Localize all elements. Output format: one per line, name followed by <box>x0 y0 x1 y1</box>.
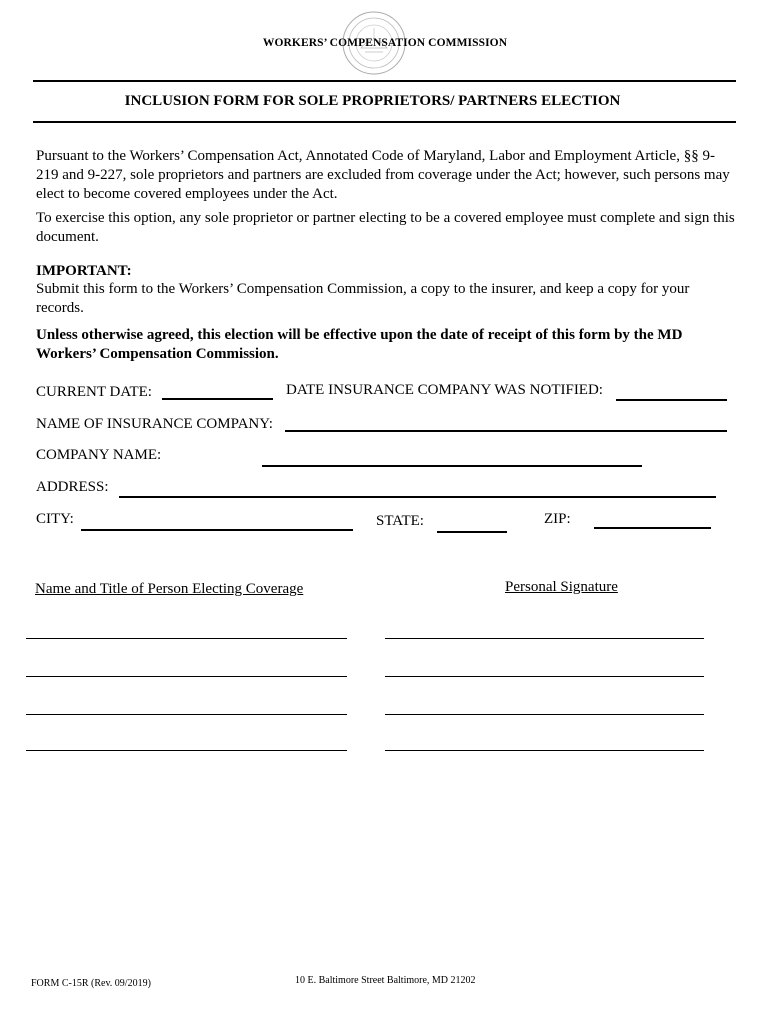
state-label: STATE: <box>376 513 424 529</box>
intro-paragraph: Pursuant to the Workers’ Compensation Act, Annotated Code of Maryland, Labor and Employment Article, §§ 9-219 and 9-227, sole proprietors and partners are excluded from coverage under the Act; however, such persons may elect to become covered employees under the Act. <box>36 148 730 203</box>
form-title: INCLUSION FORM FOR SOLE PROPRIETORS/ PARTNERS ELECTION <box>124 93 621 109</box>
signature-line[interactable] <box>385 714 704 715</box>
address-label: ADDRESS: <box>36 479 109 495</box>
signature-line[interactable] <box>385 638 704 639</box>
company-name-field[interactable] <box>262 465 642 467</box>
state-field[interactable] <box>437 531 507 533</box>
form-id: FORM C-15R (Rev. 09/2019) <box>31 978 151 989</box>
footer-address: 10 E. Baltimore Street Baltimore, MD 21202 <box>295 975 476 986</box>
current-date-field[interactable] <box>162 398 273 400</box>
city-label: CITY: <box>36 511 74 527</box>
zip-label: ZIP: <box>544 511 571 527</box>
city-field[interactable] <box>81 529 353 531</box>
company-name-label: COMPANY NAME: <box>36 447 162 463</box>
insurance-company-field[interactable] <box>285 430 727 432</box>
date-notified-field[interactable] <box>616 399 727 401</box>
address-field[interactable] <box>119 496 716 498</box>
current-date-label: CURRENT DATE: <box>36 384 152 400</box>
important-heading: IMPORTANT: <box>36 263 132 279</box>
effective-notice: Unless otherwise agreed, this election will be effective upon the date of receipt of this form by the MD Workers’ Compensation Commission. <box>36 327 683 363</box>
option-paragraph: To exercise this option, any sole proprietor or partner electing to be a covered employee must complete and sign this document. <box>36 210 735 246</box>
date-notified-label: DATE INSURANCE COMPANY WAS NOTIFIED: <box>286 382 603 398</box>
name-title-line[interactable] <box>26 676 347 677</box>
insurance-company-label: NAME OF INSURANCE COMPANY: <box>36 416 273 432</box>
important-text: Submit this form to the Workers’ Compensation Commission, a copy to the insurer, and keep a copy for your records. <box>36 281 690 317</box>
zip-field[interactable] <box>594 527 711 529</box>
agency-name: WORKERS’ COMPENSATION COMMISSION <box>262 37 508 49</box>
top-divider <box>33 80 736 82</box>
title-divider <box>33 121 736 123</box>
name-title-line[interactable] <box>26 750 347 751</box>
signature-line[interactable] <box>385 676 704 677</box>
signature-heading: Personal Signature <box>505 579 618 595</box>
signature-line[interactable] <box>385 750 704 751</box>
name-title-line[interactable] <box>26 714 347 715</box>
name-title-line[interactable] <box>26 638 347 639</box>
name-title-heading: Name and Title of Person Electing Coverage <box>35 581 304 597</box>
